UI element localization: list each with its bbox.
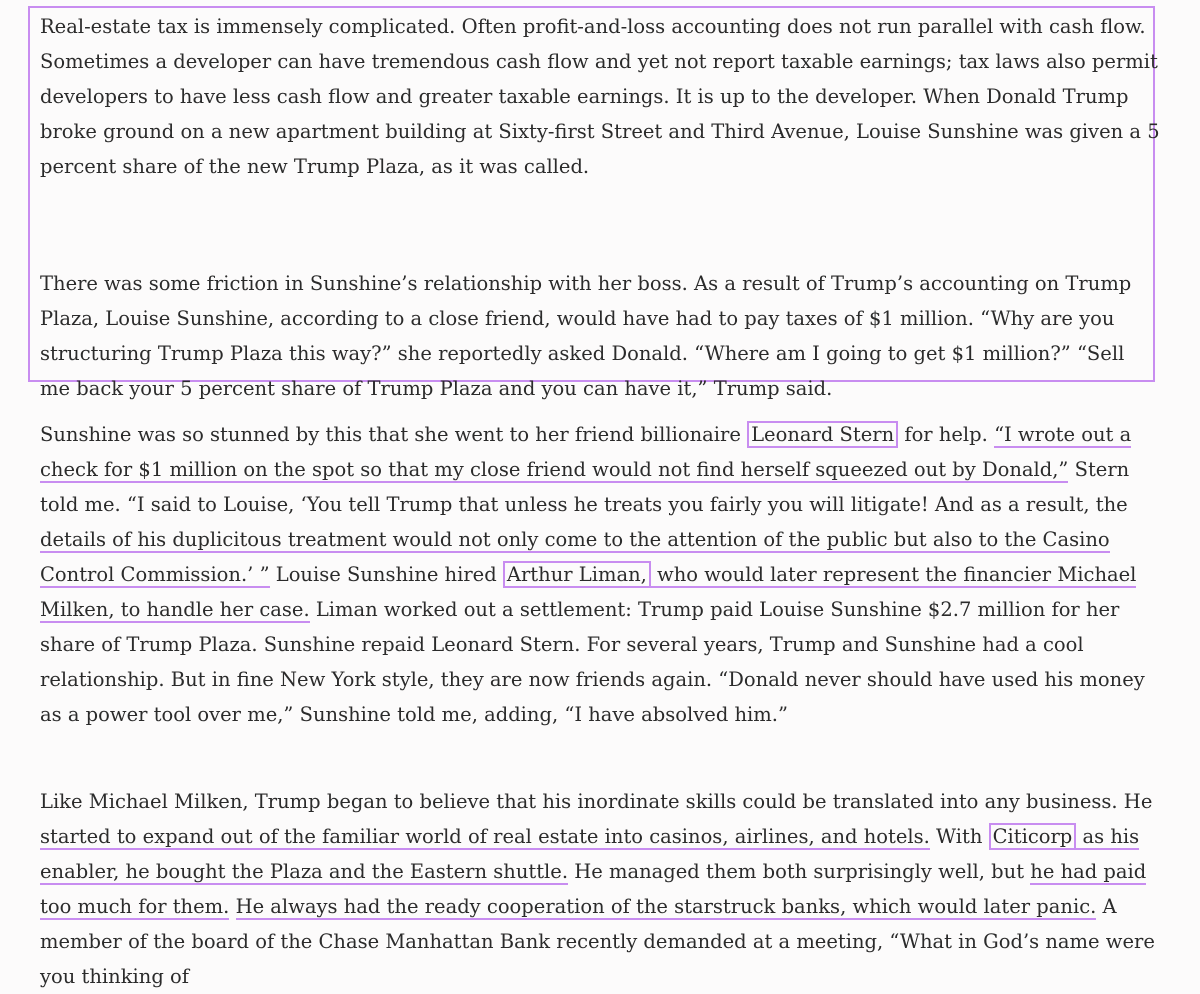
- text-span: for help.: [898, 423, 995, 446]
- highlight-enabler[interactable]: as his enabler, he bought the Plaza and the Eastern shuttle.: [40, 825, 1140, 883]
- text-span: [229, 895, 235, 918]
- text-span: A member of the board of the Chase Manhattan Bank recently demanded at a meeting, “What in God’s name were you thinking of: [40, 895, 1155, 988]
- text-span: Sunshine was so stunned by this that she went to her friend billionaire: [40, 423, 748, 446]
- highlight-milken[interactable]: who would later represent the financier Michael Milken, to handle her case.: [40, 563, 1137, 621]
- text-span: Stern told me. “I said to Louise, ‘You tell Trump that unless he treats you fairly you will litigate! And as a result, the: [40, 458, 1130, 516]
- highlight-details[interactable]: details of his duplicitous treatment would not only come to the attention of the public but also to the Casino Control Commission.’ ”: [40, 528, 1110, 586]
- link-arthur-liman[interactable]: Arthur Liman,: [503, 561, 651, 588]
- highlight-banks[interactable]: He always had the ready cooperation of the starstruck banks, which would later panic.: [235, 895, 1097, 918]
- highlight-expand[interactable]: started to expand out of the familiar world of real estate into casinos, airlines, and hotels.: [40, 825, 930, 848]
- paragraph-3: [40, 417, 1160, 732]
- paragraph-4: [40, 784, 1160, 994]
- text-span: Liman worked out a settlement: Trump paid Louise Sunshine $2.7 million for her share of Trump Plaza. Sunshine repaid Leonard Stern. For several years, Trump and Sunshine had a cool relationship. But in fine New York style, they are now friends again. “Donald never should have used his money as a power tool over me,” Sunshine told me, adding, “I have absolved him.”: [40, 598, 1145, 726]
- text-span: He managed them both surprisingly well, but: [568, 860, 1031, 883]
- link-leonard-stern[interactable]: Leonard Stern: [747, 421, 898, 448]
- paragraph-1: Real-estate tax is immensely complicated. Often profit-and-loss accounting does not run parallel with cash flow. Sometimes a developer can have tremendous cash flow and yet not report taxable earnings; tax laws also permit developers to have less cash flow and greater taxable earnings. It is up to the developer. When Donald Trump broke ground on a new apartment building at Sixty-first Street and Third Avenue, Louise Sunshine was given a 5 percent share of the new Trump Plaza, as it was called.: [40, 15, 1160, 178]
- paragraph-2: There was some friction in Sunshine’s relationship with her boss. As a result of Trump’s accounting on Trump Plaza, Louise Sunshine, according to a close friend, would have had to pay taxes of $1 million. “Why are you structuring Trump Plaza this way?” she reportedly asked Donald. “Where am I going to get $1 million?” “Sell me back your 5 percent share of Trump Plaza and you can have it,” Trump said.: [40, 272, 1132, 400]
- text-span: With: [929, 825, 989, 848]
- highlight-paid-too-much[interactable]: he had paid too much for them.: [40, 860, 1147, 918]
- text-span: Like Michael Milken, Trump began to believe that his inordinate skills could be translated into any business. He: [40, 790, 1153, 813]
- text-span: Louise Sunshine hired: [269, 563, 503, 586]
- highlight-quote[interactable]: “I wrote out a check for $1 million on the spot so that my close friend would not find herself squeezed out by Donald,”: [40, 423, 1132, 481]
- link-citicorp[interactable]: Citicorp: [989, 823, 1077, 850]
